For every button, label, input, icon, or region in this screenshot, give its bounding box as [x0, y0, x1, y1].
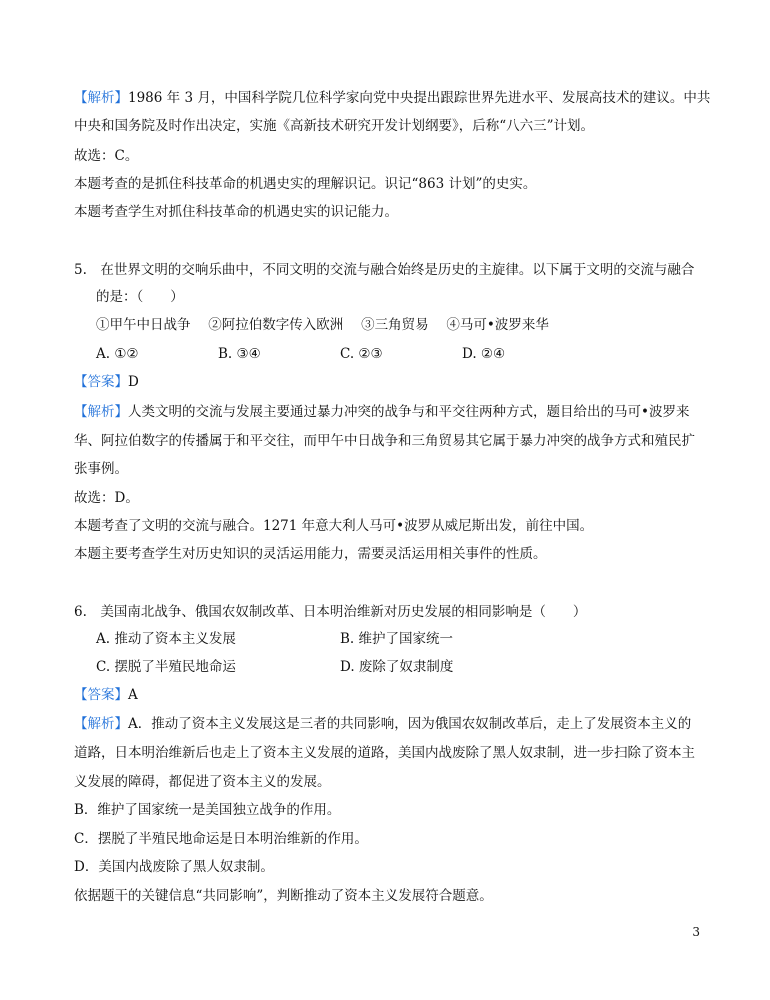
analysis-text-line: 张事例。 — [74, 461, 128, 477]
question-6-option-b: B. 维护了国家统一 — [340, 631, 454, 647]
conclusion-line: 依据题干的关键信息“共同影响”，判断推动了资本主义发展符合题意。 — [74, 888, 493, 904]
analysis-text-line: 华、阿拉伯数字的传播属于和平交往，而甲午中日战争和三角贸易其它属于暴力冲突的战争方式和殖民扩 — [74, 433, 695, 449]
question-6-option-d: D. 废除了奴隶制度 — [340, 659, 454, 675]
analysis-tag: 【解析】 — [74, 404, 128, 420]
answer-tag: 【答案】 — [74, 374, 128, 390]
question-5-option-a: A. ①② — [96, 346, 139, 362]
note-line: 本题考查学生对抓住科技革命的机遇史实的识记能力。 — [74, 204, 398, 220]
analysis-text: 人类文明的交流与发展主要通过暴力冲突的战争与和平交往两种方式，题目给出的马可•波罗来 — [128, 404, 690, 420]
question-5-option-d: D. ②④ — [462, 346, 506, 362]
analysis-text-line: 义发展的障碍，都促进了资本主义的发展。 — [74, 774, 331, 790]
analysis-paragraph — [74, 88, 711, 108]
analysis-text-line: 道路，日本明治维新后也走上了资本主义发展的道路，美国内战废除了黑人奴隶制，进一步扫除了资本主 — [74, 745, 695, 761]
analysis-text: A．推动了资本主义发展这是三者的共同影响，因为俄国农奴制改革后，走上了发展资本主义的 — [128, 716, 692, 732]
answer-value: D — [128, 374, 139, 390]
analysis-text: 1986 年 3 月，中国科学院几位科学家向党中央提出跟踪世界先进水平、发展高技术的建议。中共 — [128, 90, 711, 106]
option-d-note: D．美国内战废除了黑人奴隶制。 — [74, 859, 274, 875]
note-line: 本题考查了文明的交流与融合。1271 年意大利人马可•波罗从威尼斯出发，前往中国。 — [74, 518, 594, 534]
option-b-note: B．维护了国家统一是美国独立战争的作用。 — [74, 802, 341, 818]
option-c-note: C．摆脱了半殖民地命运是日本明治维新的作用。 — [74, 831, 368, 847]
question-6-answer — [74, 685, 700, 705]
question-6-analysis — [74, 714, 700, 734]
page-number: 3 — [692, 925, 700, 939]
choice-line: 故选：C。 — [74, 148, 139, 164]
note-line: 本题主要考查学生对历史知识的灵活运用能力，需要灵活运用相关事件的性质。 — [74, 546, 547, 562]
analysis-tag: 【解析】 — [74, 716, 128, 732]
question-5-option-b: B. ③④ — [218, 346, 261, 362]
answer-value: A — [128, 687, 138, 703]
question-5-analysis — [74, 402, 700, 422]
question-5-stem: 5. 在世界文明的交响乐曲中，不同文明的交流与融合始终是历史的主旋律。以下属于文明的交流与融合 — [74, 262, 695, 278]
question-5-answer — [74, 372, 700, 392]
question-5-items: ①甲午中日战争 ②阿拉伯数字传入欧洲 ③三角贸易 ④马可•波罗来华 — [96, 317, 549, 333]
choice-line: 故选：D。 — [74, 490, 139, 506]
question-6-option-c: C. 摆脱了半殖民地命运 — [96, 659, 236, 675]
question-6-stem: 6. 美国南北战争、俄国农奴制改革、日本明治维新对历史发展的相同影响是（ ） — [74, 604, 587, 620]
question-5-option-c: C. ②③ — [340, 346, 383, 362]
answer-tag: 【答案】 — [74, 687, 128, 703]
question-6-option-a: A. 推动了资本主义发展 — [96, 631, 236, 647]
analysis-tag: 【解析】 — [74, 90, 128, 106]
analysis-text-line: 中央和国务院及时作出决定，实施《高新技术研究开发计划纲要》，后称“八六三”计划。 — [74, 118, 595, 134]
note-line: 本题考查的是抓住科技革命的机遇史实的理解识记。识记“863 计划”的史实。 — [74, 176, 537, 192]
question-5-stem-cont: 的是：（ ） — [96, 289, 184, 305]
